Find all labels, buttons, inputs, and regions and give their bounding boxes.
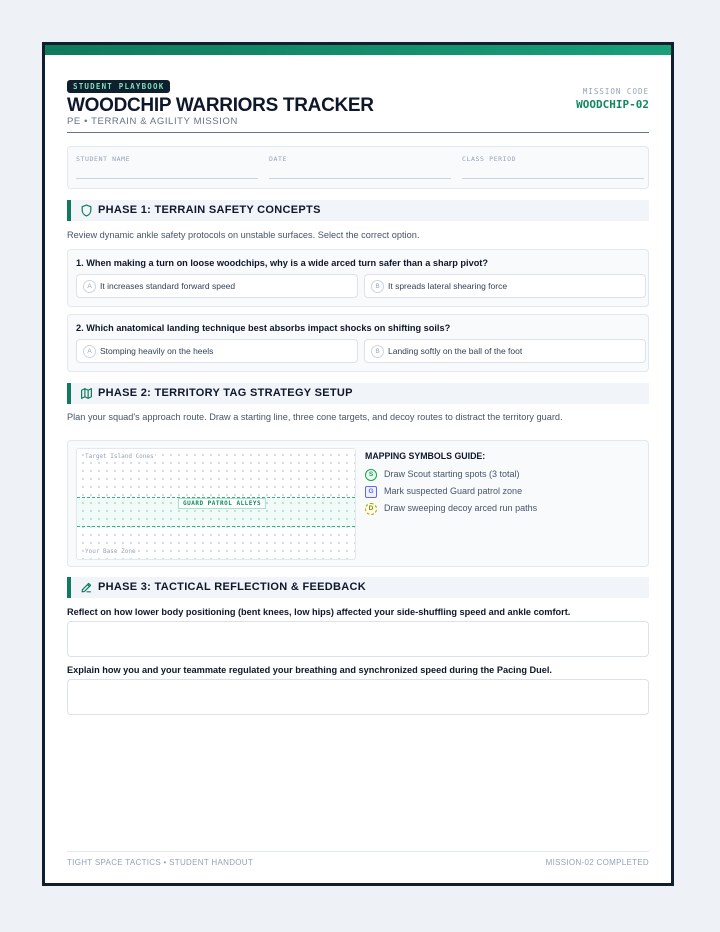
phase-1-header	[67, 200, 649, 221]
mission-code: WOODCHIP-02	[576, 98, 649, 111]
question-text: 1. When making a turn on loose woodchips, why is a wide arced turn safer than a sharp pivot?	[76, 258, 488, 268]
accent-bar	[45, 45, 671, 55]
option-b[interactable]	[364, 274, 646, 298]
worksheet	[42, 42, 674, 886]
decoy-symbol-icon: D	[365, 503, 377, 515]
option-letter: A	[83, 345, 96, 358]
student-info-box	[67, 146, 649, 189]
option-text: It spreads lateral shearing force	[388, 281, 508, 291]
field-label: DATE	[269, 155, 288, 163]
guide-text: Draw sweeping decoy arced run paths	[384, 503, 538, 513]
symbols-guide-title: MAPPING SYMBOLS GUIDE:	[365, 451, 486, 461]
question-text: 2. Which anatomical landing technique best absorbs impact shocks on shifting soils?	[76, 323, 451, 333]
page-subtitle: PE • TERRAIN & AGILITY MISSION	[67, 116, 238, 127]
option-letter: B	[371, 280, 384, 293]
option-text: It increases standard forward speed	[100, 281, 236, 291]
phase-2-intro: Plan your squad's approach route. Draw a starting line, three cone targets, and decoy routes to distract the territory guard.	[67, 412, 563, 422]
guide-text: Draw Scout starting spots (3 total)	[384, 469, 520, 479]
guard-symbol-icon: G	[365, 486, 377, 498]
reflection-question-1: Reflect on how lower body positioning (bent knees, low hips) affected your side-shuffling speed and ankle comfort.	[67, 607, 571, 617]
mission-code-label: MISSION CODE	[582, 87, 649, 96]
base-zone-label: Your Base Zone	[85, 548, 136, 555]
guard-patrol-label: GUARD PATROL ALLEYS	[178, 498, 266, 509]
option-letter: B	[371, 345, 384, 358]
reflection-question-2: Explain how you and your teammate regulated your breathing and synchronized speed during the Pacing Duel.	[67, 665, 552, 675]
scout-symbol-icon: S	[365, 469, 377, 481]
option-b[interactable]	[364, 339, 646, 363]
strategy-map-canvas[interactable]	[76, 448, 356, 560]
header-divider	[67, 132, 649, 133]
shield-icon	[80, 204, 93, 217]
strategy-map-panel	[67, 440, 649, 567]
reflection-answer-1[interactable]	[67, 621, 649, 657]
phase-2-title: PHASE 2: TERRITORY TAG STRATEGY SETUP	[98, 387, 353, 399]
date-field[interactable]	[269, 155, 451, 179]
option-a[interactable]	[76, 339, 358, 363]
field-label: CLASS PERIOD	[462, 155, 517, 163]
option-a[interactable]	[76, 274, 358, 298]
option-letter: A	[83, 280, 96, 293]
pencil-icon	[80, 581, 93, 594]
phase-1-title: PHASE 1: TERRAIN SAFETY CONCEPTS	[98, 204, 321, 216]
option-text: Stomping heavily on the heels	[100, 346, 214, 356]
badge: STUDENT PLAYBOOK	[67, 80, 170, 93]
field-label: STUDENT NAME	[76, 155, 131, 163]
phase-2-header	[67, 383, 649, 404]
map-icon	[80, 387, 93, 400]
question-2	[67, 314, 649, 372]
guide-text: Mark suspected Guard patrol zone	[384, 486, 523, 496]
target-zone-label: Target Island Cones	[85, 453, 154, 460]
footer-divider	[67, 851, 649, 852]
footer-left: TIGHT SPACE TACTICS • STUDENT HANDOUT	[67, 858, 254, 867]
reflection-answer-2[interactable]	[67, 679, 649, 715]
phase-1-intro: Review dynamic ankle safety protocols on unstable surfaces. Select the correct option.	[67, 230, 420, 240]
option-text: Landing softly on the ball of the foot	[388, 346, 523, 356]
class-period-field[interactable]	[462, 155, 644, 179]
question-1	[67, 249, 649, 307]
footer-right: MISSION-02 COMPLETED	[545, 858, 649, 867]
page-title: WOODCHIP WARRIORS TRACKER	[67, 95, 374, 116]
phase-3-title: PHASE 3: TACTICAL REFLECTION & FEEDBACK	[98, 581, 366, 593]
student-name-field[interactable]	[76, 155, 258, 179]
phase-3-header	[67, 577, 649, 598]
